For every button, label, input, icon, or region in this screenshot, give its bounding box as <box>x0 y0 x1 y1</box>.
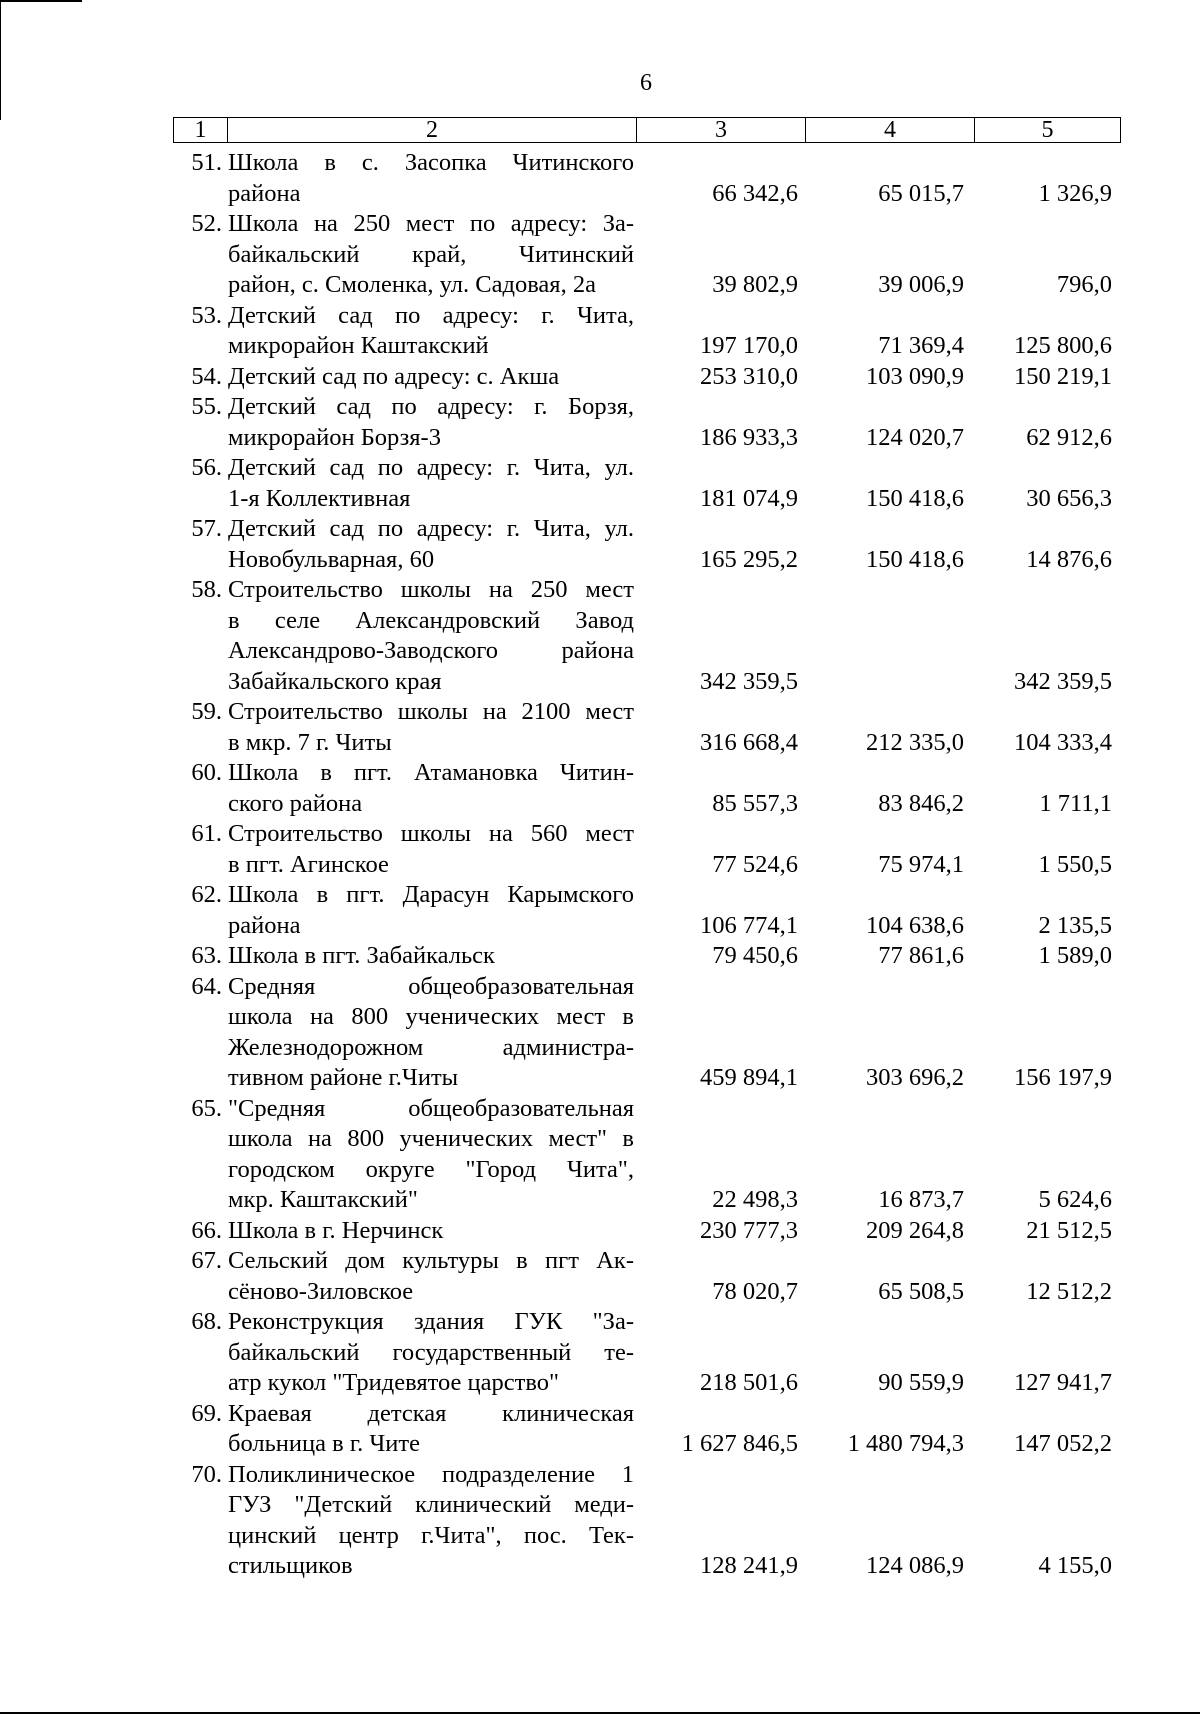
object-name-line: школа на 800 ученических мест" в <box>228 1125 634 1152</box>
total-value <box>634 575 802 697</box>
federal-value-text: 65 508,5 <box>878 1277 964 1305</box>
row-number: 59. <box>191 698 222 725</box>
object-name <box>226 880 634 941</box>
scan-edge-bottom <box>0 1712 1200 1714</box>
object-name-line: байкальский государственный те- <box>228 1338 634 1366</box>
object-name-line: "Средняя общеобразовательная <box>228 1094 634 1122</box>
table-row <box>173 1307 1118 1399</box>
object-name-line: района <box>228 179 301 207</box>
row-number: 53. <box>191 301 222 329</box>
regional-value-text: 796,0 <box>1056 271 1112 298</box>
total-value <box>634 1460 802 1582</box>
object-name <box>226 1399 634 1460</box>
object-name-line: 1-я Коллективная <box>228 484 411 512</box>
federal-value <box>802 1399 970 1460</box>
regional-value-text: 12 512,2 <box>1026 1277 1112 1305</box>
object-name-line: школа на 800 ученических мест в <box>228 1003 634 1030</box>
federal-value <box>802 1216 970 1247</box>
regional-value-text: 1 326,9 <box>1038 179 1112 207</box>
object-name-line: Школа в с. Засопка Читинского <box>228 149 634 176</box>
regional-value-text: 127 941,7 <box>1014 1369 1112 1396</box>
row-number: 66. <box>191 1216 222 1244</box>
object-name-line: в селе Александровский Завод <box>228 606 634 634</box>
regional-value <box>970 758 1118 819</box>
table-row <box>173 1094 1118 1216</box>
object-name-line: Краевая детская клиническая <box>228 1399 634 1427</box>
object-name-line: Детский сад по адресу: с. Акша <box>228 362 560 390</box>
column-header-row <box>174 118 1121 143</box>
federal-value <box>802 575 970 697</box>
federal-value <box>802 1094 970 1216</box>
federal-value <box>802 301 970 362</box>
total-value-text: 253 310,0 <box>700 362 798 390</box>
object-name-line: Строительство школы на 2100 мест <box>228 698 634 725</box>
object-name-line: Забайкальского края <box>228 667 442 695</box>
row-number: 65. <box>191 1094 222 1122</box>
federal-value <box>802 209 970 301</box>
total-value-text: 186 933,3 <box>700 423 798 451</box>
total-value-text: 218 501,6 <box>700 1369 798 1396</box>
object-name-line: Школа в г. Нерчинск <box>228 1216 444 1244</box>
federal-value <box>802 1246 970 1307</box>
table-row <box>173 1399 1118 1460</box>
object-name-line: Школа в пгт. Дарасун Карымского <box>228 881 634 908</box>
federal-value-text: 39 006,9 <box>878 271 964 298</box>
total-value-text: 106 774,1 <box>700 911 798 939</box>
column-header-5: 5 <box>975 118 1121 143</box>
object-name-line: стильщиков <box>228 1552 353 1579</box>
object-name-line: сёново-Зиловское <box>228 1277 414 1305</box>
object-name-line: Школа в пгт. Атамановка Читин- <box>228 759 634 786</box>
federal-value <box>802 758 970 819</box>
object-name-line: микрорайон Борзя-3 <box>228 423 441 451</box>
column-header-1: 1 <box>174 118 228 143</box>
regional-value <box>970 819 1118 880</box>
object-name <box>226 514 634 575</box>
row-number: 52. <box>191 210 222 237</box>
regional-value <box>970 362 1118 393</box>
federal-value <box>802 148 970 209</box>
federal-value-text: 65 015,7 <box>878 179 964 207</box>
object-name <box>226 148 634 209</box>
row-number: 56. <box>191 454 222 481</box>
total-value-text: 128 241,9 <box>700 1552 798 1579</box>
total-value-text: 230 777,3 <box>700 1216 798 1244</box>
total-value <box>634 209 802 301</box>
regional-value <box>970 301 1118 362</box>
object-name-line: Детский сад по адресу: г. Чита, ул. <box>228 454 634 481</box>
total-value-text: 66 342,6 <box>712 179 798 207</box>
object-name-line: атр кукол "Тридевятое царство" <box>228 1369 560 1396</box>
federal-value <box>802 880 970 941</box>
object-name-line: больница в г. Чите <box>228 1430 420 1457</box>
federal-value <box>802 1460 970 1582</box>
object-name-line: Реконструкция здания ГУК "За- <box>228 1308 634 1335</box>
regional-value <box>970 1460 1118 1582</box>
regional-value-text: 1 711,1 <box>1039 789 1112 817</box>
table-row <box>173 453 1118 514</box>
total-value <box>634 1216 802 1247</box>
regional-value-text: 2 135,5 <box>1038 911 1112 939</box>
object-name-line: района <box>228 911 301 939</box>
federal-value-text: 303 696,2 <box>866 1064 964 1091</box>
object-name <box>226 941 634 972</box>
total-value <box>634 362 802 393</box>
row-number: 70. <box>191 1460 222 1488</box>
row-number: 64. <box>191 972 222 1000</box>
object-name-line: городском округе "Город Чита", <box>228 1155 634 1183</box>
total-value <box>634 697 802 758</box>
object-name-line: микрорайон Каштакский <box>228 332 489 359</box>
regional-value-text: 30 656,3 <box>1026 484 1112 512</box>
object-name <box>226 575 634 697</box>
total-value-text: 342 359,5 <box>700 667 798 695</box>
total-value <box>634 880 802 941</box>
total-value <box>634 972 802 1094</box>
regional-value <box>970 880 1118 941</box>
total-value-text: 1 627 846,5 <box>681 1430 798 1457</box>
total-value-text: 316 668,4 <box>700 728 798 756</box>
regional-value <box>970 148 1118 209</box>
row-number: 62. <box>191 881 222 908</box>
object-name <box>226 209 634 301</box>
regional-value-text: 4 155,0 <box>1038 1552 1112 1579</box>
total-value <box>634 453 802 514</box>
regional-value <box>970 575 1118 697</box>
total-value <box>634 758 802 819</box>
table-row <box>173 575 1118 697</box>
regional-value <box>970 941 1118 972</box>
regional-value-text: 14 876,6 <box>1026 545 1112 573</box>
regional-value <box>970 1307 1118 1399</box>
object-name <box>226 758 634 819</box>
federal-value <box>802 453 970 514</box>
table-row <box>173 209 1118 301</box>
federal-value <box>802 819 970 880</box>
row-number: 58. <box>191 576 222 603</box>
object-name-line: тивном районе г.Читы <box>228 1064 459 1091</box>
row-number: 69. <box>191 1399 222 1427</box>
row-number: 67. <box>191 1247 222 1274</box>
regional-value <box>970 1399 1118 1460</box>
object-name <box>226 453 634 514</box>
object-name-line: Новобульварная, 60 <box>228 545 435 573</box>
federal-value <box>802 941 970 972</box>
table-row <box>173 392 1118 453</box>
total-value-text: 181 074,9 <box>700 484 798 512</box>
total-value <box>634 148 802 209</box>
column-header-2: 2 <box>228 118 637 143</box>
table-row <box>173 301 1118 362</box>
total-value-text: 39 802,9 <box>712 271 798 298</box>
object-name-line: ского района <box>228 789 363 817</box>
regional-value-text: 62 912,6 <box>1026 423 1112 451</box>
object-name-line: в пгт. Агинское <box>228 850 389 878</box>
regional-value <box>970 1246 1118 1307</box>
federal-value-text: 150 418,6 <box>866 484 964 512</box>
total-value-text: 197 170,0 <box>700 332 798 359</box>
total-value <box>634 514 802 575</box>
column-header-3: 3 <box>637 118 806 143</box>
regional-value-text: 147 052,2 <box>1014 1430 1112 1457</box>
total-value-text: 165 295,2 <box>700 545 798 573</box>
table-row <box>173 1246 1118 1307</box>
row-number: 55. <box>191 393 222 420</box>
object-name <box>226 1216 634 1247</box>
regional-value <box>970 1094 1118 1216</box>
total-value-text: 22 498,3 <box>712 1186 798 1213</box>
regional-value-text: 5 624,6 <box>1038 1186 1112 1213</box>
total-value <box>634 1399 802 1460</box>
object-name-line: байкальский край, Читинский <box>228 240 634 268</box>
federal-value-text: 150 418,6 <box>866 545 964 573</box>
row-number: 60. <box>191 759 222 786</box>
object-name-line: ГУЗ "Детский клинический меди- <box>228 1491 634 1518</box>
object-name-line: Сельский дом культуры в пгт Ак- <box>228 1247 634 1274</box>
table-row <box>173 697 1118 758</box>
object-name-line: Детский сад по адресу: г. Борзя, <box>228 393 634 420</box>
table-row <box>173 1216 1118 1247</box>
federal-value-text: 209 264,8 <box>866 1216 964 1244</box>
object-name <box>226 1307 634 1399</box>
federal-value-text: 16 873,7 <box>878 1186 964 1213</box>
object-name <box>226 1460 634 1582</box>
regional-value <box>970 972 1118 1094</box>
federal-value-text: 124 020,7 <box>866 423 964 451</box>
object-name-line: Школа в пгт. Забайкальск <box>228 942 495 969</box>
total-value <box>634 941 802 972</box>
regional-value <box>970 209 1118 301</box>
row-number: 61. <box>191 820 222 847</box>
table-row <box>173 758 1118 819</box>
object-name-line: Строительство школы на 250 мест <box>228 576 634 603</box>
total-value-text: 459 894,1 <box>700 1064 798 1091</box>
federal-value <box>802 362 970 393</box>
table-body <box>173 148 1118 1582</box>
total-value <box>634 301 802 362</box>
object-name-line: Детский сад по адресу: г. Чита, <box>228 301 634 329</box>
object-name-line: мкр. Каштакский" <box>228 1186 418 1213</box>
total-value <box>634 1307 802 1399</box>
total-value <box>634 1246 802 1307</box>
column-header-table <box>173 117 1121 143</box>
regional-value-text: 1 550,5 <box>1038 850 1112 878</box>
object-name <box>226 1246 634 1307</box>
regional-value-text: 1 589,0 <box>1038 942 1112 969</box>
federal-value-text: 75 974,1 <box>878 850 964 878</box>
regional-value-text: 150 219,1 <box>1014 362 1112 390</box>
regional-value-text: 342 359,5 <box>1014 667 1112 695</box>
object-name-line: Средняя общеобразовательная <box>228 972 634 1000</box>
table-row <box>173 362 1118 393</box>
object-name <box>226 362 634 393</box>
column-header-4: 4 <box>806 118 975 143</box>
scan-edge-left <box>0 0 1 120</box>
object-name-line: Школа на 250 мест по адресу: За- <box>228 210 634 237</box>
row-number: 63. <box>191 942 222 969</box>
object-name-line: цинский центр г.Чита", пос. Тек- <box>228 1521 634 1549</box>
federal-value <box>802 972 970 1094</box>
federal-value-text: 124 086,9 <box>866 1552 964 1579</box>
regional-value-text: 156 197,9 <box>1014 1064 1112 1091</box>
object-name <box>226 1094 634 1216</box>
table-row <box>173 1460 1118 1582</box>
table-row <box>173 819 1118 880</box>
federal-value-text: 104 638,6 <box>866 911 964 939</box>
scan-edge-top <box>0 0 82 2</box>
total-value <box>634 1094 802 1216</box>
total-value-text: 85 557,3 <box>712 789 798 817</box>
object-name <box>226 301 634 362</box>
table-row <box>173 514 1118 575</box>
row-number: 54. <box>191 362 222 390</box>
table-row <box>173 148 1118 209</box>
regional-value-text: 125 800,6 <box>1014 332 1112 359</box>
federal-value-text: 77 861,6 <box>878 942 964 969</box>
regional-value <box>970 392 1118 453</box>
row-number: 51. <box>191 149 222 176</box>
table-row <box>173 880 1118 941</box>
object-name <box>226 972 634 1094</box>
federal-value-text: 1 480 794,3 <box>847 1430 964 1457</box>
object-name-line: Детский сад по адресу: г. Чита, ул. <box>228 515 634 542</box>
row-number: 68. <box>191 1308 222 1335</box>
object-name-line: в мкр. 7 г. Читы <box>228 728 392 756</box>
total-value <box>634 392 802 453</box>
page-number: 6 <box>640 70 652 96</box>
regional-value-text: 21 512,5 <box>1026 1216 1112 1244</box>
total-value-text: 79 450,6 <box>712 942 798 969</box>
row-number: 57. <box>191 515 222 542</box>
federal-value <box>802 1307 970 1399</box>
federal-value-text: 90 559,9 <box>878 1369 964 1396</box>
federal-value-text: 212 335,0 <box>866 728 964 756</box>
object-name <box>226 697 634 758</box>
total-value-text: 78 020,7 <box>712 1277 798 1305</box>
regional-value <box>970 453 1118 514</box>
federal-value <box>802 697 970 758</box>
regional-value-text: 104 333,4 <box>1014 728 1112 756</box>
total-value-text: 77 524,6 <box>712 850 798 878</box>
regional-value <box>970 697 1118 758</box>
total-value <box>634 819 802 880</box>
object-name-line: Поликлиническое подразделение 1 <box>228 1460 634 1488</box>
table-row <box>173 972 1118 1094</box>
object-name <box>226 392 634 453</box>
object-name-line: район, с. Смоленка, ул. Садовая, 2а <box>228 271 596 298</box>
federal-value-text: 71 369,4 <box>878 332 964 359</box>
object-name-line: Железнодорожном администра- <box>228 1033 634 1061</box>
federal-value <box>802 514 970 575</box>
object-name-line: Строительство школы на 560 мест <box>228 820 634 847</box>
object-name-line: Александрово-Заводского района <box>228 637 634 664</box>
table-row <box>173 941 1118 972</box>
federal-value-text: 83 846,2 <box>878 789 964 817</box>
regional-value <box>970 1216 1118 1247</box>
regional-value <box>970 514 1118 575</box>
federal-value-text: 103 090,9 <box>866 362 964 390</box>
federal-value <box>802 392 970 453</box>
object-name <box>226 819 634 880</box>
